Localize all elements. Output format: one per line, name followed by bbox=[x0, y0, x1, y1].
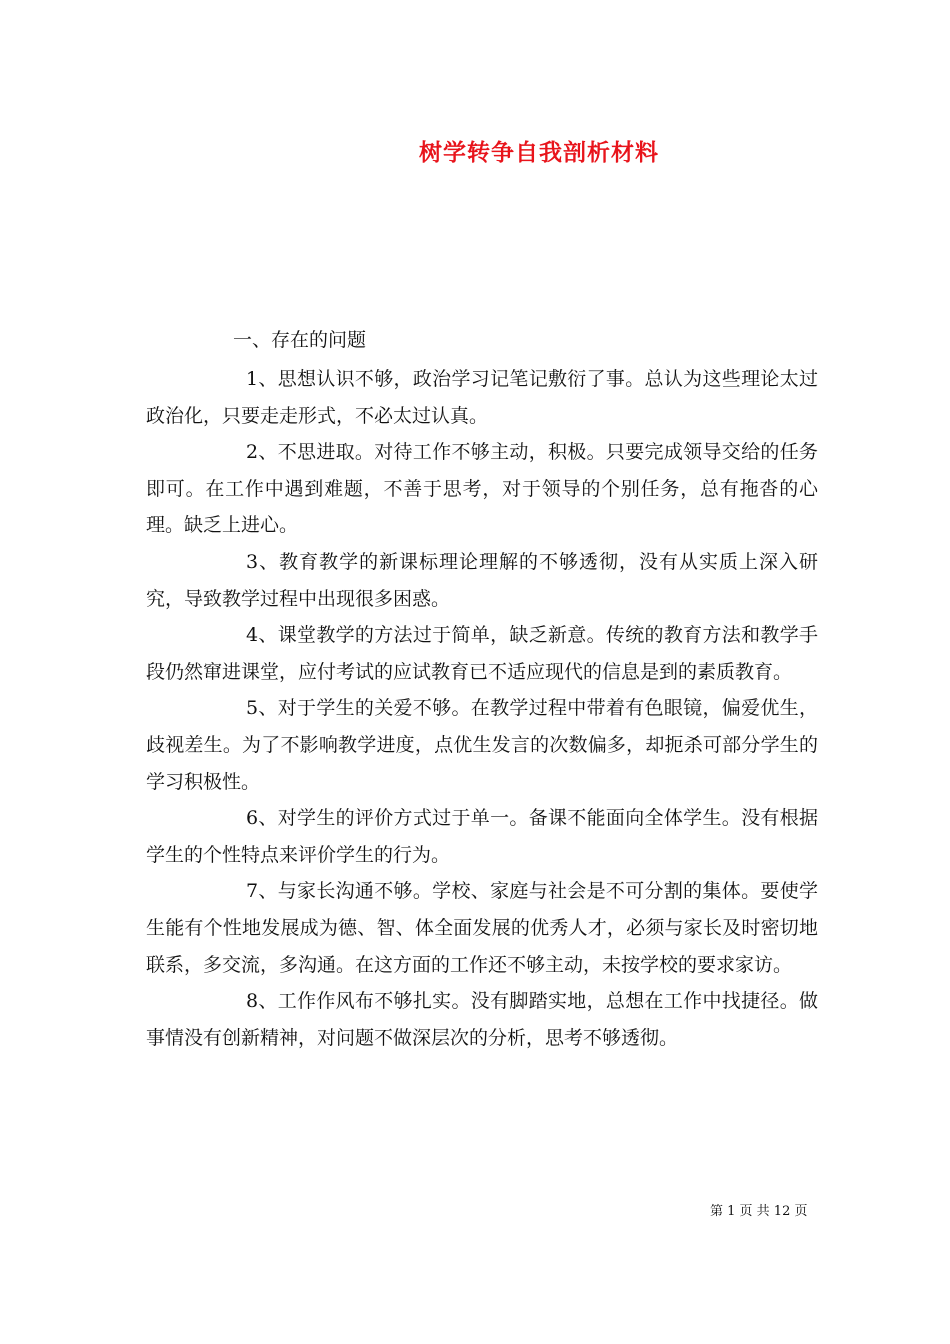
paragraph-6: 6、对学生的评价方式过于单一。备课不能面向全体学生。没有根据学生的个性特点来评价学生的行为。 bbox=[146, 807, 818, 866]
paragraph-5: 5、对于学生的关爱不够。在教学过程中带着有色眼镜，偏爱优生，歧视差生。为了不影响教学进度，点优生发言的次数偏多，却扼杀可部分学生的学习积极性。 bbox=[146, 697, 818, 793]
paragraph-2: 2、不思进取。对待工作不够主动，积极。只要完成领导交给的任务即可。在工作中遇到难题，不善于思考，对于领导的个别任务，总有拖沓的心理。缺乏上进心。 bbox=[146, 441, 818, 537]
paragraph-7: 7、与家长沟通不够。学校、家庭与社会是不可分割的集体。要使学生能有个性地发展成为德、智、体全面发展的优秀人才，必须与家长及时密切地联系，多交流，多沟通。在这方面的工作还不够主动，未按学校的要求家访。 bbox=[146, 880, 818, 976]
paragraph-3: 3、教育教学的新课标理论理解的不够透彻，没有从实质上深入研究，导致教学过程中出现很多困惑。 bbox=[146, 550, 818, 610]
paragraph-4: 4、课堂教学的方法过于简单，缺乏新意。传统的教育方法和教学手段仍然窜进课堂，应付考试的应试教育已不适应现代的信息是到的素质教育。 bbox=[146, 624, 818, 683]
document-title: 树学转争自我剖析材料 bbox=[419, 139, 659, 166]
paragraph-1: 1、思想认识不够，政治学习记笔记敷衍了事。总认为这些理论太过政治化，只要走走形式，不必太过认真。 bbox=[146, 368, 818, 427]
document-body bbox=[146, 361, 818, 1056]
paragraph-8: 8、工作作风布不够扎实。没有脚踏实地，总想在工作中找捷径。做事情没有创新精神，对问题不做深层次的分析，思考不够透彻。 bbox=[146, 990, 818, 1049]
page-number-footer: 第 1 页 共 12 页 bbox=[710, 1204, 808, 1219]
section-heading: 一、存在的问题 bbox=[233, 329, 367, 351]
